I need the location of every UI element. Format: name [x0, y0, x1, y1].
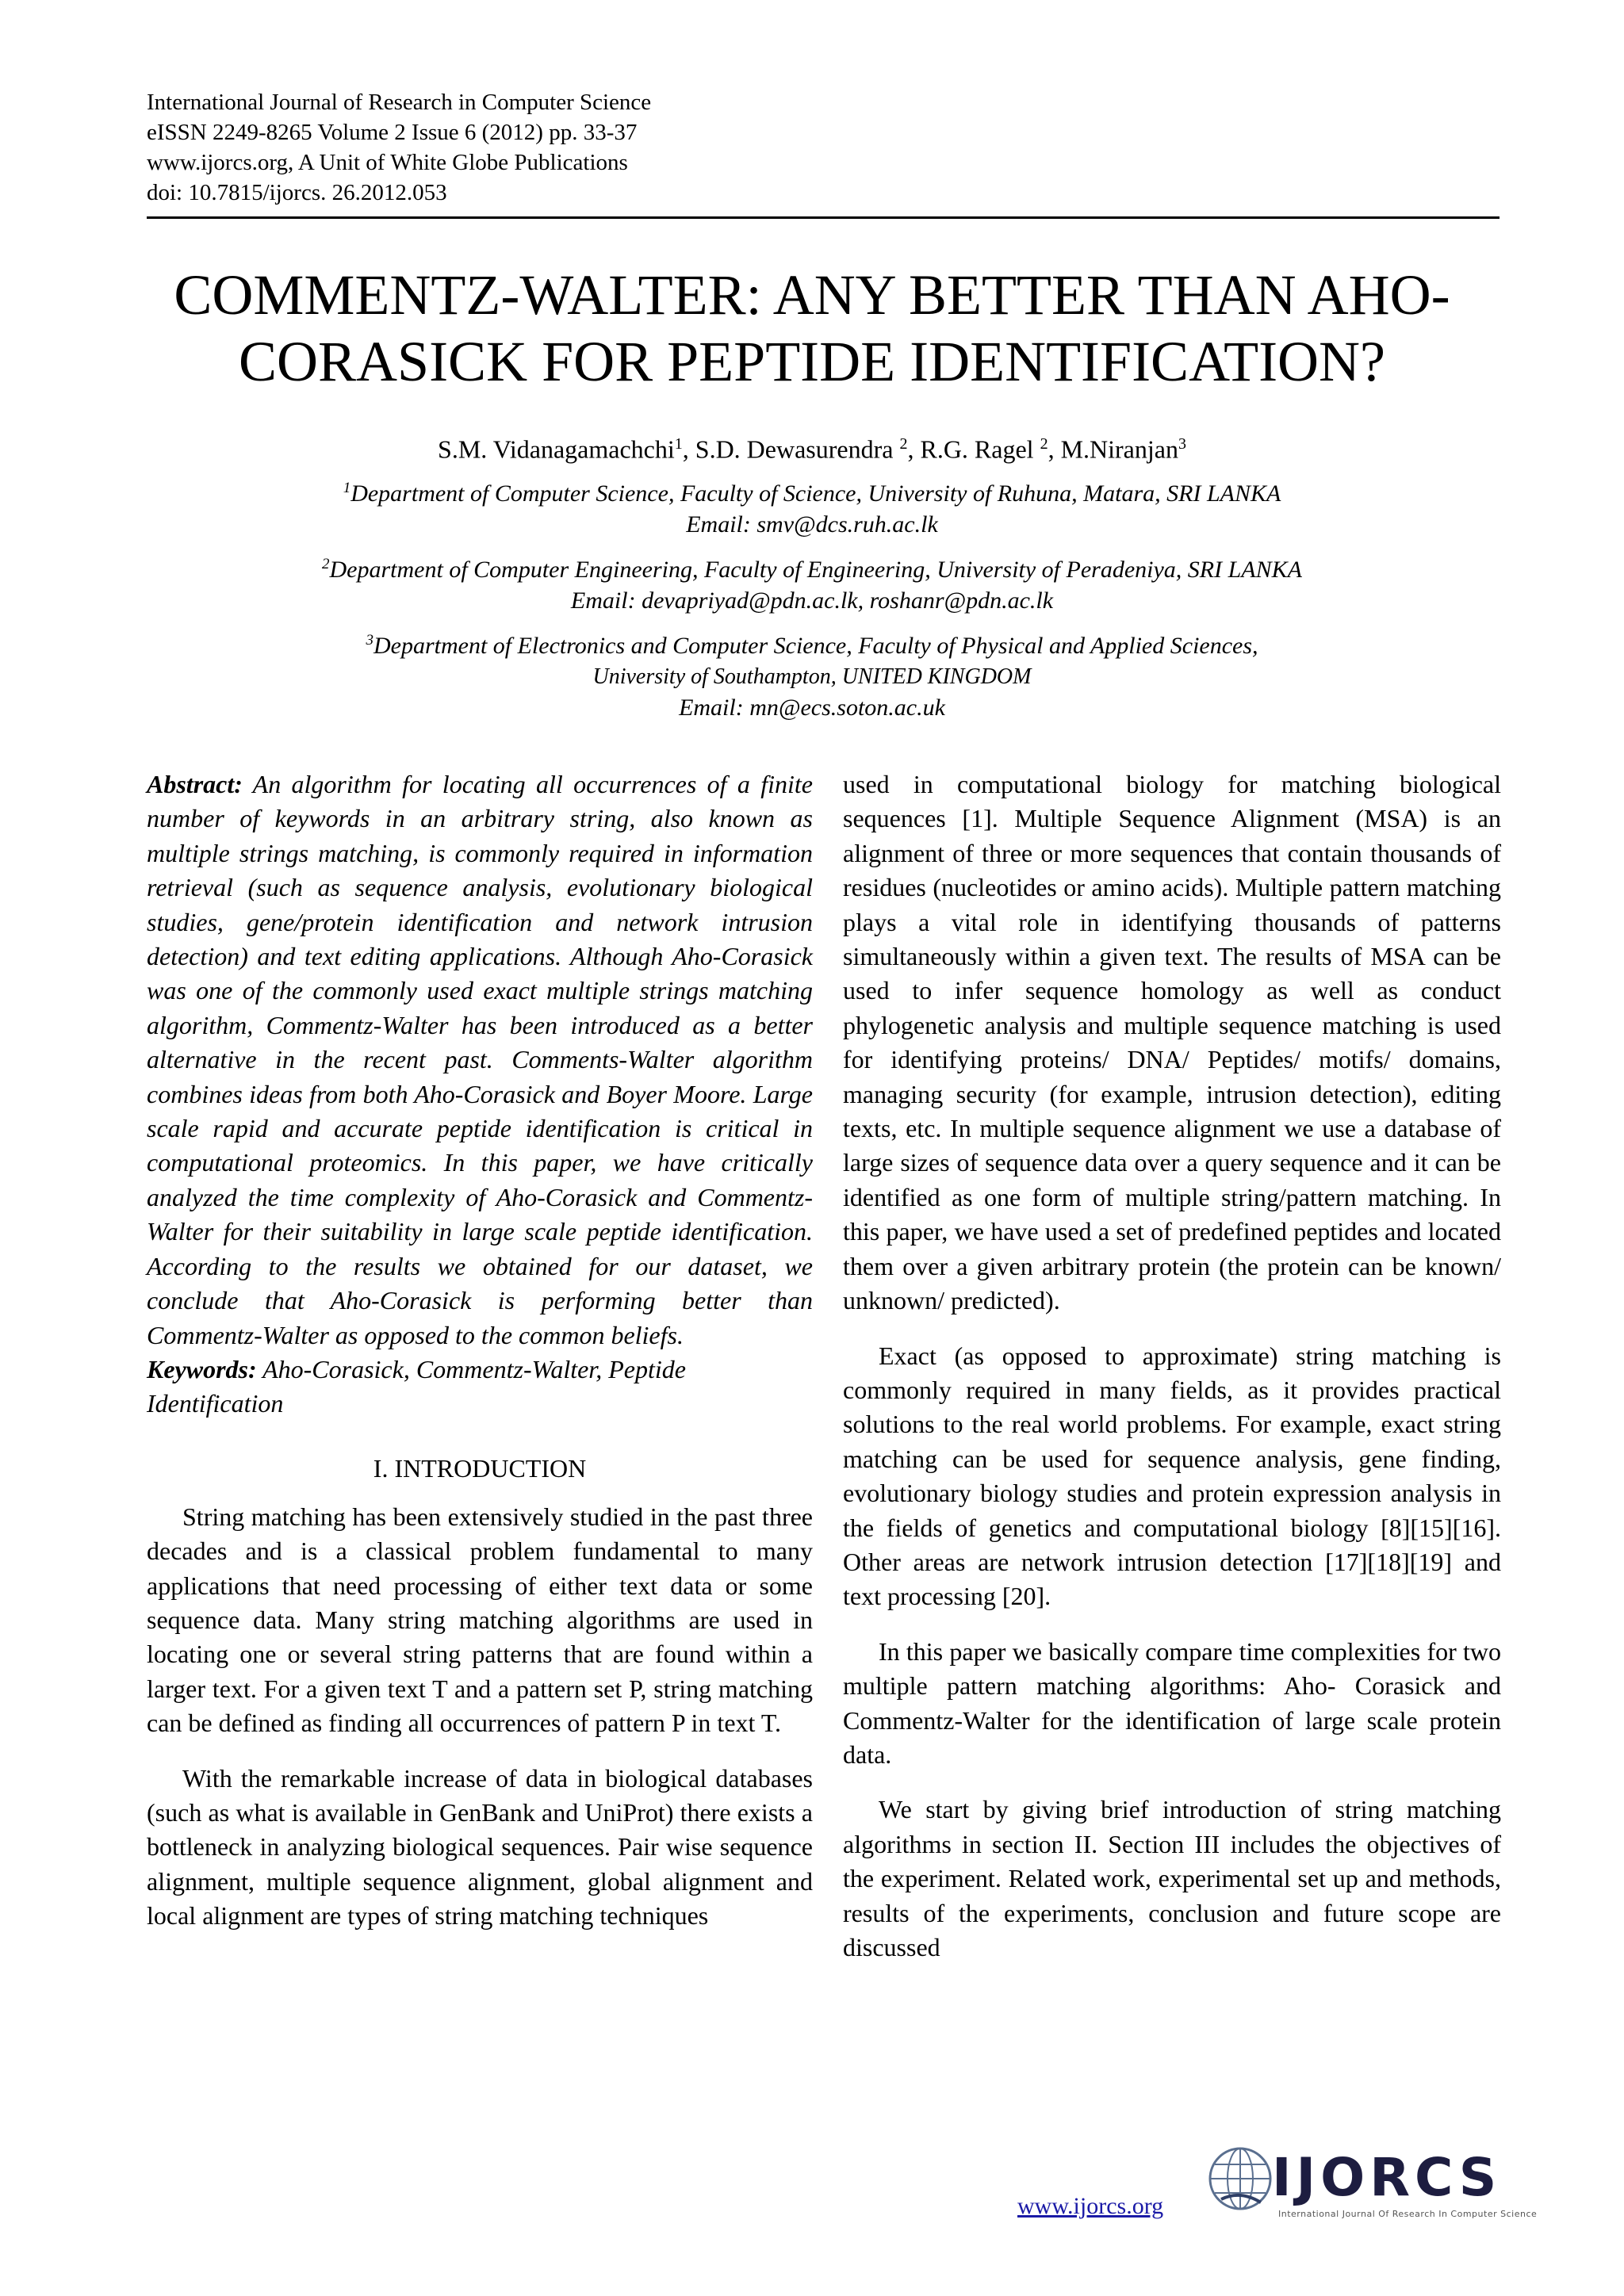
- author-name: S.M. Vidanagamachchi: [438, 434, 675, 464]
- author-affil-mark: 3: [1178, 435, 1186, 453]
- body-paragraph-1: used in computational biology for matching biological sequences [1]. Multiple Sequence Alignment (MSA) is an alignment of three or more sequences that contain thousands of residues (nucleotides or amino acids). Multiple pattern matching plays a vital role in identifying thousands of patterns simultaneously within a given text. The results of MSA can be used to infer sequence homology as well as conduct phylogenetic analysis and multiple sequence matching is used for identifying proteins/ DNA/ Peptides/ motifs/ domains, managing security (for example, intrusion detection), editing texts, etc. In multiple sequence alignment we use a database of large sizes of sequence data over a query sequence and it can be identified as one form of multiple string/pattern matching. In this paper, we have used a set of predefined peptides and located them over a given arbitrary protein (the protein can be known/ unknown/ predicted).: [843, 770, 1501, 1315]
- title-line-1: COMMENTZ-WALTER: ANY BETTER THAN AHO-: [174, 263, 1450, 327]
- body-paragraph-4: We start by giving brief introduction of string matching algorithms in section II. Section III includes the objectives of the experiment. Related work, experimental set up and methods, results of the experiments, conclusion and future scope are discussed: [843, 1795, 1501, 1961]
- author-affil-mark: 2: [899, 435, 908, 453]
- keywords-label: Keywords:: [147, 1354, 257, 1383]
- left-column: [147, 767, 813, 1934]
- journal-name: International Journal of Research in Computer Science: [147, 90, 652, 115]
- author-affil-mark: 2: [1040, 435, 1048, 453]
- intro-paragraph-1: String matching has been extensively studied in the past three decades and is a classical problem fundamental to many applications that need processing of either text data or some sequence data. Many string matching algorithms are used in locating one or several string patterns that are found within a larger text. For a given text T and a pattern set P, string matching can be defined as finding all occurrences of pattern P in text T.: [147, 1502, 813, 1738]
- header-divider: [147, 216, 1500, 219]
- intro-paragraph-2: With the remarkable increase of data in biological databases (such as what is available in GenBank and UniProt) there exists a bottleneck in analyzing biological sequences. Pair wise sequence alignment, multiple sequence alignment, global alignment and local alignment are types of string matching techniques: [147, 1763, 813, 1931]
- globe-icon: [1205, 2144, 1275, 2214]
- affil-dept: Department of Electronics and Computer Science: [373, 633, 847, 659]
- keywords: [147, 1353, 813, 1422]
- author-affil-mark: 1: [674, 435, 683, 453]
- footer-link[interactable]: www.ijorcs.org: [1017, 2193, 1164, 2219]
- affil-university: University of Southampton, UNITED KINGDOM: [592, 664, 1032, 689]
- journal-header: [147, 87, 1495, 208]
- section-heading-introduction: I. INTRODUCTION: [373, 1453, 587, 1483]
- affil-mark: 1: [343, 480, 351, 496]
- journal-doi: doi: 10.7815/ijorcs. 26.2012.053: [147, 180, 447, 205]
- journal-url: www.ijorcs.org, A Unit of White Globe Publications: [147, 150, 628, 175]
- affiliation-3: [111, 625, 1513, 723]
- logo-tagline: International Journal Of Research In Computer Science: [1278, 2209, 1538, 2219]
- abstract-text: An algorithm for locating all occurrences of a finite number of keywords in an arbitrary string, also known as multiple strings matching, is commonly required in information retrieval (such as sequence analysis, evolutionary biological studies, gene/protein identification and network intrusion detection) and text editing applications. Although Aho-Corasick was one of the commonly used exact multiple strings matching algorithm, Commentz-Walter has been introduced as a better alternative in the recent past. Comments-Walter algorithm combines ideas from both Aho-Corasick and Boyer Moore. Large scale rapid and accurate peptide identification is critical in computational proteomics. In this paper, we have critically analyzed the time complexity of Aho-Corasick and Commentz-Walter for their suitability in large scale peptide identification. According to the results we obtained for our dataset, we conclude that Aho-Corasick is performing better than Commentz-Walter as opposed to the common beliefs.: [147, 770, 813, 1349]
- affil-mark: 3: [366, 632, 373, 649]
- affiliation-2: [111, 549, 1513, 616]
- affil-faculty: , Faculty of Physical and Applied Sciences,: [846, 633, 1258, 659]
- affiliation-1: [111, 473, 1513, 540]
- paper-title: [111, 262, 1513, 395]
- affil-mark: 2: [322, 556, 330, 572]
- body-paragraph-3: In this paper we basically compare time complexities for two multiple pattern matching algorithms: Aho- Corasick and Commentz-Walter for the identification of large scale protein data.: [843, 1636, 1501, 1769]
- keywords-text: Aho-Corasick, Commentz-Walter, Peptide Identification: [147, 1354, 686, 1418]
- author-name: , M.Niranjan: [1048, 434, 1178, 464]
- body-paragraph-2: Exact (as opposed to approximate) string matching is commonly required in many fields, as it provides practical solutions to the real world problems. For example, exact string matching can be used for sequence analysis, gene finding, evolutionary biology studies and protein expression analysis in the fields of genetics and computational biology [8][15][16]. Other areas are network intrusion detection [17][18][19] and text processing [20].: [843, 1341, 1501, 1611]
- right-column: [843, 767, 1501, 1965]
- ijorcs-logo: [1205, 2141, 1538, 2228]
- logo-wordmark: IJORCS: [1272, 2147, 1502, 2208]
- abstract-label: Abstract:: [147, 770, 243, 798]
- affil-dept: Department of Computer Engineering, Faculty of Engineering, University of Peradeniya, SRI LANKA: [329, 557, 1302, 583]
- affil-email: Email: smv@dcs.ruh.ac.lk: [686, 511, 938, 538]
- journal-issn: eISSN 2249-8265 Volume 2 Issue 6 (2012) pp. 33-37: [147, 120, 638, 145]
- author-name: , R.G. Ragel: [907, 434, 1040, 464]
- affil-email: Email: mn@ecs.soton.ac.uk: [679, 695, 945, 721]
- author-list: [111, 428, 1513, 465]
- author-name: , S.D. Dewasurendra: [682, 434, 900, 464]
- title-line-2: CORASICK FOR PEPTIDE IDENTIFICATION?: [238, 330, 1385, 393]
- affil-email: Email: devapriyad@pdn.ac.lk, roshanr@pdn.ac.lk: [570, 587, 1054, 614]
- abstract: [147, 767, 813, 1353]
- affil-dept: Department of Computer Science, Faculty of Science, University of Ruhuna, Matara, SRI LANKA: [350, 480, 1281, 507]
